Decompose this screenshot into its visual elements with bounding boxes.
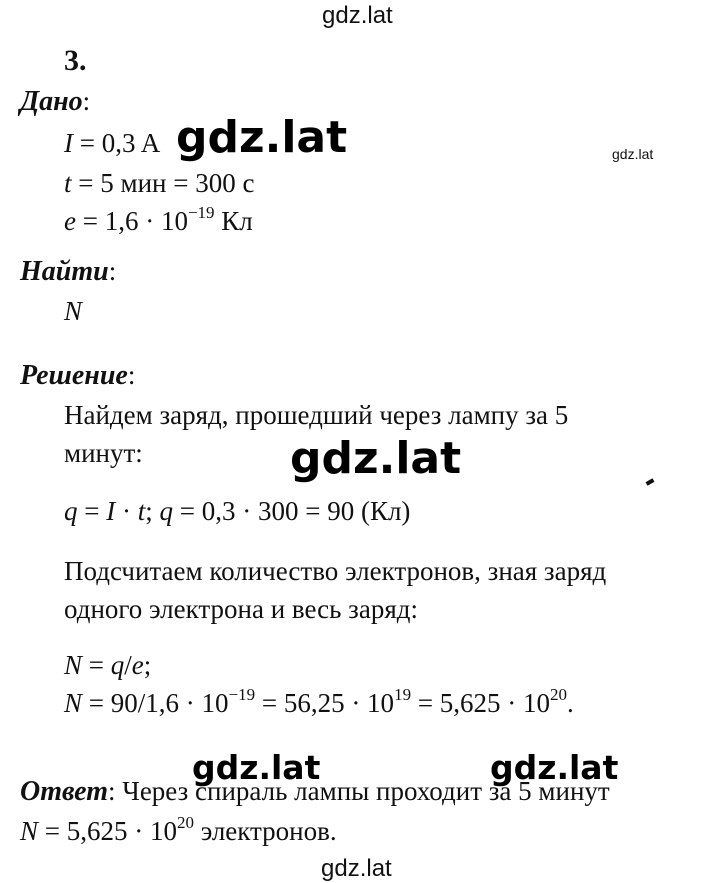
watermark-mid-left: gdz.lat [192, 748, 321, 787]
watermark-top: gdz.lat [322, 2, 393, 29]
watermark-mid-right: gdz.lat [490, 748, 619, 787]
stray-mark [646, 478, 655, 485]
find-heading: Найти: [20, 256, 117, 287]
formula-ratio: N = q/e; [64, 650, 152, 680]
solution-paragraph-2-line-1: Подсчитаем количество электронов, зная заряд [64, 556, 607, 586]
watermark-bottom: gdz.lat [321, 855, 392, 882]
answer-line-1: Ответ: Через спираль лампы проходит за 5 минут [20, 776, 610, 807]
solution-paragraph-2-line-2: одного электрона и весь заряд: [64, 594, 418, 624]
given-time: t = 5 мин = 300 с [64, 168, 255, 198]
formula-result: $N = 90/1,6 \cdot 10^{-19} = 56,25 \cdot 10^{19} = 5,625 \cdot 10^{20}$. [64, 685, 574, 718]
watermark-large-1: gdz.lat [176, 112, 348, 163]
solution-paragraph-1-line-2: минут: [64, 438, 143, 468]
given-charge: $e = 1,6 \cdot 10^{-19}$ Кл [64, 203, 253, 236]
formula-charge: q = I · t; q = 0,3 · 300 = 90 (Кл) [64, 496, 411, 526]
task-number: 3. [64, 44, 87, 77]
watermark-small-right: gdz.lat [612, 146, 654, 162]
solution-heading: Решение: [20, 360, 136, 391]
find-variable: N [64, 296, 83, 326]
given-heading: Дано: [20, 86, 91, 117]
watermark-large-2: gdz.lat [290, 433, 462, 484]
solution-paragraph-1-line-1: Найдем заряд, прошедший через лампу за 5 [64, 400, 569, 430]
given-current: I = 0,3 A [64, 128, 161, 158]
answer-line-2: $N = 5,625 \cdot 10^{20}$ электронов. [20, 813, 337, 846]
